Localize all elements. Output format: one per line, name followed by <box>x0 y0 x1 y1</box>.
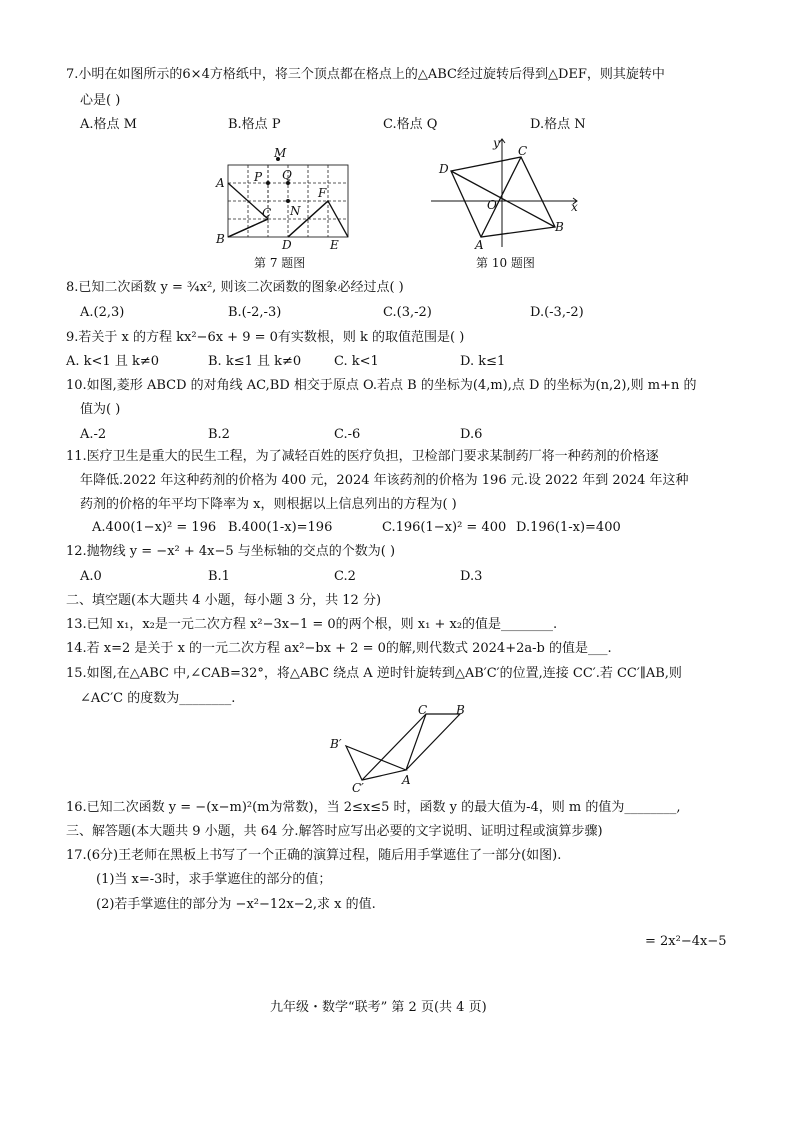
fig10-label-b: B <box>555 220 564 234</box>
fig7-label-q: Q <box>282 168 292 182</box>
q7-option-a: A.格点 M <box>80 117 137 132</box>
q9-text: 9.若关于 x 的方程 kx²−6x + 9 = 0有实数根，则 k 的取值范围是( ) <box>66 330 465 345</box>
fig10-label-y: y <box>493 136 500 150</box>
fig15-label-b: B <box>456 703 465 717</box>
q11-option-d: D.196(1-x)=400 <box>516 520 621 535</box>
q12-option-a: A.0 <box>80 569 102 584</box>
q10-text-line2: 值为( ) <box>80 402 121 417</box>
q7-option-d: D.格点 N <box>530 117 586 132</box>
fig10-label-o: O <box>487 198 497 212</box>
q10-option-a: A.-2 <box>80 427 107 442</box>
q11-text-line2: 年降低.2022 年这种药剂的价格为 400 元，2024 年该药剂的价格为 196 元.设 2022 年到 2024 年这种 <box>80 473 689 488</box>
fig15-label-c: C <box>418 703 428 717</box>
q9-option-b: B. k≤1 且 k≠0 <box>208 354 302 369</box>
q15-text-line2: ∠AC′C 的度数为________. <box>80 691 236 706</box>
q7-text-line2: 心是( ) <box>80 93 121 108</box>
q8-option-c: C.(3,-2) <box>383 305 432 320</box>
q8-option-b: B.(-2,-3) <box>228 305 282 320</box>
figure-7-caption: 第 7 题图 <box>254 256 306 270</box>
q17-part1: (1)当 x=-3时，求手掌遮住的部分的值； <box>96 872 332 887</box>
q10-option-b: B.2 <box>208 427 230 442</box>
fig7-label-m: M <box>274 146 287 160</box>
q11-option-a: A.400(1−x)² = 196 <box>92 520 217 535</box>
fig7-label-e: E <box>330 238 339 252</box>
fig7-label-d: D <box>282 238 292 252</box>
fig15-label-b-prime: B′ <box>330 737 342 751</box>
figure-7-grid <box>212 145 352 253</box>
q12-text: 12.抛物线 y = −x² + 4x−5 与坐标轴的交点的个数为( ) <box>66 544 396 559</box>
q17-expression: = 2x²−4x−5 <box>645 934 727 949</box>
section-2-heading: 二、填空题(本大题共 4 小题，每小题 3 分，共 12 分) <box>66 593 382 608</box>
q11-option-b: B.400(1-x)=196 <box>228 520 333 535</box>
fig7-label-n: N <box>290 204 301 218</box>
fig10-label-d: D <box>439 162 449 176</box>
q7-text-line1: 7.小明在如图所示的6×4方格纸中，将三个顶点都在格点上的△ABC经过旋转后得到△DEF，则其旋转中 <box>66 67 665 82</box>
q12-option-b: B.1 <box>208 569 230 584</box>
section-3-heading: 三、解答题(本大题共 9 小题，共 64 分.解答时应写出必要的文字说明、证明过程或演算步骤) <box>66 824 603 839</box>
q15-text-line1: 15.如图,在△ABC 中,∠CAB=32°，将△ABC 绕点 A 逆时针旋转到△AB′C′的位置,连接 CC′.若 CC′∥AB,则 <box>66 666 682 681</box>
q11-text-line3: 药剂的价格的年平均下降率为 x，则根据以上信息列出的方程为( ) <box>80 497 457 512</box>
q14-text: 14.若 x=2 是关于 x 的一元二次方程 ax²−bx + 2 = 0的解,则代数式 2024+2a-b 的值是___. <box>66 641 612 656</box>
q9-option-c: C. k<1 <box>334 354 379 369</box>
q7-option-c: C.格点 Q <box>383 117 438 132</box>
q11-option-c: C.196(1−x)² = 400 <box>382 520 507 535</box>
fig7-label-p: P <box>254 170 263 184</box>
q12-option-d: D.3 <box>460 569 483 584</box>
fig15-label-c-prime: C′ <box>352 781 364 794</box>
figure-10-rhombus <box>425 135 585 255</box>
figure-10-caption: 第 10 题图 <box>476 256 535 270</box>
figure-15-rotation <box>322 702 482 794</box>
fig10-label-a: A <box>475 238 484 252</box>
fig7-label-a: A <box>216 176 225 190</box>
fig7-label-b: B <box>216 232 225 246</box>
q10-option-d: D.6 <box>460 427 483 442</box>
q10-text-line1: 10.如图,菱形 ABCD 的对角线 AC,BD 相交于原点 O.若点 B 的坐标为(4,m),点 D 的坐标为(n,2),则 m+n 的 <box>66 378 697 393</box>
q11-text-line1: 11.医疗卫生是重大的民生工程，为了减轻百姓的医疗负担，卫检部门要求某制药厂将一种药剂的价格逐 <box>66 449 659 464</box>
q8-option-a: A.(2,3) <box>80 305 125 320</box>
q8-option-d: D.(-3,-2) <box>530 305 584 320</box>
fig15-label-a: A <box>402 773 411 787</box>
q9-option-d: D. k≤1 <box>460 354 506 369</box>
fig10-label-x: x <box>571 200 578 214</box>
q17-part2: (2)若手掌遮住的部分为 −x²−12x−2,求 x 的值. <box>96 897 376 912</box>
q12-option-c: C.2 <box>334 569 356 584</box>
fig7-label-c: C <box>262 206 272 220</box>
q10-option-c: C.-6 <box>334 427 361 442</box>
page-footer: 九年级・数学“联考” 第 2 页(共 4 页) <box>270 1000 487 1015</box>
q7-option-b: B.格点 P <box>228 117 281 132</box>
q9-option-a: A. k<1 且 k≠0 <box>66 354 159 369</box>
q8-text: 8.已知二次函数 y = ¾x², 则该二次函数的图象必经过点( ) <box>66 280 404 295</box>
q17-text-line1: 17.(6分)王老师在黑板上书写了一个正确的演算过程，随后用手掌遮住了一部分(如图). <box>66 848 562 863</box>
q16-text: 16.已知二次函数 y = −(x−m)²(m为常数)，当 2≤x≤5 时，函数 y 的最大值为-4，则 m 的值为________, <box>66 800 681 815</box>
q13-text: 13.已知 x₁，x₂是一元二次方程 x²−3x−1 = 0的两个根，则 x₁ + x₂的值是________. <box>66 617 558 632</box>
fig10-label-c: C <box>518 144 528 158</box>
fig7-label-f: F <box>318 186 327 200</box>
